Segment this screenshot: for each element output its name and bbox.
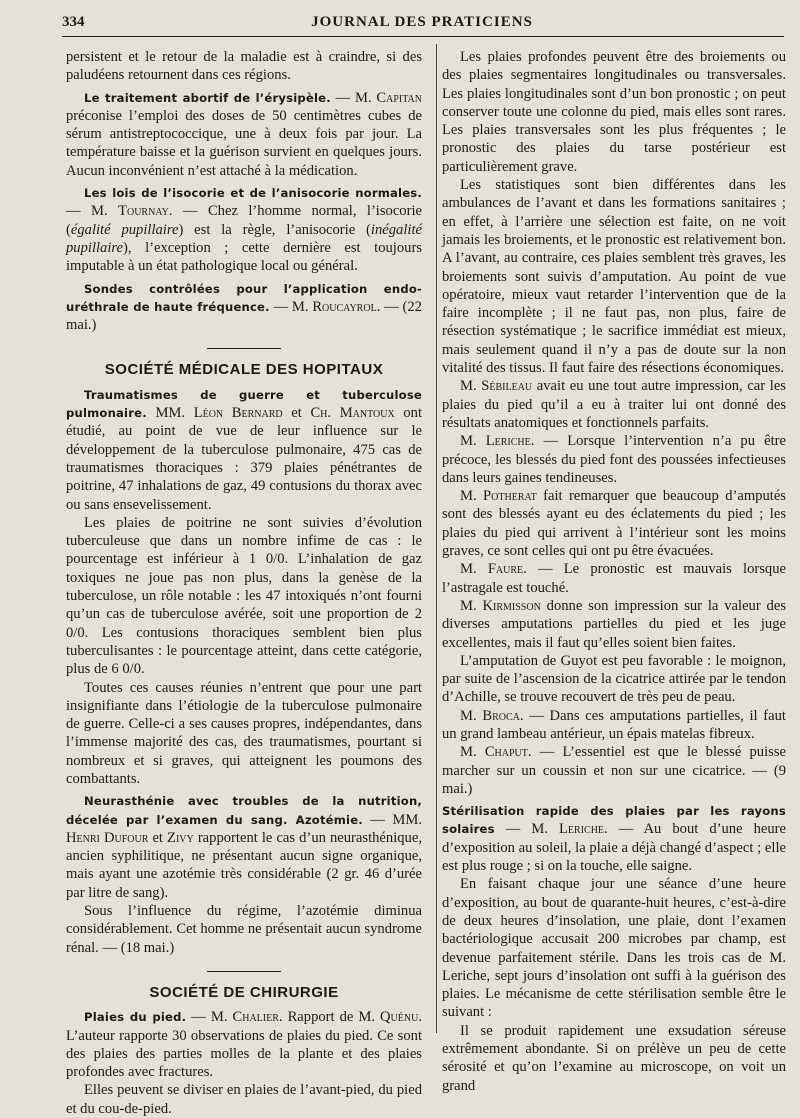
paragraph-avant-pied: Elles peuvent se diviser en plaies de l’avant-pied, du pied et du cou-de-pied. bbox=[66, 1082, 422, 1117]
author-leriche-2: Leriche bbox=[559, 821, 605, 838]
author-capitan: Capitan bbox=[376, 89, 422, 106]
paragraph-chaput: M. Chaput. — L’essentiel est que le blessé puisse marcher sur un coussin et non sur une cicatrice. — (9 mai.) bbox=[442, 744, 786, 797]
running-head-neurasthenie: Neurasthénie avec troubles de la nutrition, décelée par l’examen du sang. Azotémie. bbox=[66, 794, 422, 827]
paragraph-causes: Toutes ces causes réunies n’entrent que pour une part insignifiante dans l’étiologie de la tuberculose pulmonaire de guerre. Celle-ci a ses causes propres, indépendantes, dans l’immense majorité des cas, des traumatismes, pourtant si nombreux et si graves, qui atteignent les poumons des combattants. bbox=[66, 679, 422, 787]
author-bernard: Léon Bernard bbox=[193, 405, 283, 422]
paragraph-potherat: M. Potherat fait remarquer que beaucoup d’amputés sont des blessés ayant eu des éclatements du pied ; les plaies du pied qui arrivent à l’intérieur sont les moins graves, ce sont celles qui ont pu être évacuées. bbox=[442, 488, 786, 560]
section-title-chirurgie: SOCIÉTÉ DE CHIRURGIE bbox=[149, 983, 339, 1001]
author-kirmisson: Kirmisson bbox=[482, 597, 541, 614]
paragraph-broca: M. Broca. — Dans ces amputations partielles, il faut un grand lambeau antérieur, un épais matelas fibreux. bbox=[442, 707, 786, 742]
column-divider bbox=[436, 44, 437, 1033]
article-erysipele: Le traitement abortif de l’érysipèle. — M. Capitan préconise l’emploi des doses de 50 centimètres cubes de sérum antistreptococcique, une à deux fois par jour. La température baisse et la guérison survient en quelques jours. Aucun inconvénient n’est attaché à la médication. bbox=[66, 89, 422, 179]
paragraph-plaies-profondes: Les plaies profondes peuvent être des broiements ou des plaies segmentaires longitudinales ou transversales. Les plaies longitudinales sont d’un bon pronostic ; on peut conserver toute une colonne du pied, mais elles sont rares. Les plaies transversales sont les plus fréquentes ; le pronostic des plaies du tarse postérieur est particulièrement grave. bbox=[442, 49, 786, 175]
article-sterilisation: Stérilisation rapide des plaies par les rayons solaires — M. Leriche. — Au bout d’une heure d’exposition au soleil, la plaie a déjà changé d’aspect ; elle est plus rouge ; si on la touche, elle saigne. bbox=[442, 804, 786, 875]
paragraph-poitrine: Les plaies de poitrine ne sont suivies d’évolution tuberculeuse que dans un nombre infime de cas : le pourcentage est inférieur à 1 0/0. L’inhalation de gaz toxiques ne joue pas non plus, dans la genèse de la tuberculose, un rôle notable : les 47 intoxiqués n’ont fourni qu’un cas de tuberculose avérée, soit une proportion de 2 0/0. Les contusions thoraciques semblent bien plus tuberculisantes : le pourcentage atteint, dans cette catégorie, plus de 6 0/0. bbox=[66, 514, 422, 678]
left-column bbox=[66, 48, 422, 1118]
author-mantoux: Ch. Mantoux bbox=[310, 405, 395, 422]
author-potherat: Potherat bbox=[483, 488, 537, 505]
paragraph-seance: En faisant chaque jour une séance d’une heure d’exposition, au bout de quarante-huit heures, c’est-à-dire de deux heures d’insolation, une plaie, dont l’examen bactériologique accusait 200 microbes par champ, est devenue parfaitement stérile. Dans les trois cas de M. Leriche, sept jours d’insolation ont suffi à la guérison des plaies. Le mécanisme de cette stérilisation semble être le suivant : bbox=[442, 876, 786, 1021]
author-faure: Faure bbox=[487, 561, 524, 578]
paragraph-statistiques: Les statistiques sont bien différentes dans les ambulances de l’avant et dans les formations sanitaires ; en effet, à l’arrière une sélection est faite, on ne voit jamais les broiements, et le pronostic est relativement bon. A l’avant, au contraire, ces plaies semblent très graves, les broiements sont suivis d’amputation. Au point de vue opératoire, mieux vaut retarder l’intervention que de la faire incomplète ; il ne faut pas, non plus, faire de résection systématique ; le sacrifice immédiat est mieux, mais seulement quand il n’y a pas de doute sur la non vitalité des tissus. Il faut faire des résections économiques. bbox=[442, 177, 786, 377]
article-neurasthenie: Neurasthénie avec troubles de la nutrition, décelée par l’examen du sang. Azotémie. — MM. Henri Dufour et Zivy rapportent le cas d’un neurasthénique, ancien syphilitique, ne présentant aucun signe organique, mais ayant une azotémie très considérable (2 gr. 46 d’urée par litre de sang). bbox=[66, 794, 422, 901]
header-rule bbox=[62, 36, 784, 37]
running-head-erysipele: Le traitement abortif de l’érysipèle. bbox=[84, 90, 331, 105]
author-leriche: Leriche bbox=[485, 433, 531, 450]
page-number: 334 bbox=[62, 14, 85, 30]
running-head-traumatismes: Traumatismes de guerre et tuberculose pulmonaire. bbox=[66, 387, 422, 421]
paragraph-kirmisson: M. Kirmisson donne son impression sur la valeur des diverses amputations partielles du pied et les juge excellentes, mais il faut qu’elles soient bien faites. bbox=[442, 597, 787, 651]
paragraph-guyot: L’amputation de Guyot est peu favorable : le moignon, par suite de l’ascension de la cicatrice attirée par le tendon d’Achille, se trouve recouvert de très peu de peau. bbox=[442, 652, 786, 706]
article-isocorie: Les lois de l’isocorie et de l’anisocorie normales. — M. Tournay. — Chez l’homme normal, l’isocorie (égalité pupillaire) est la règle, l’anisocorie (inégalité pupillaire), l’exception ; cette dernière est toujours imputable à un état pathologique local ou général. bbox=[66, 186, 422, 275]
running-head-sondes: Sondes contrôlées pour l’application endo-uréthrale de haute fréquence. bbox=[66, 281, 422, 314]
section-rule bbox=[207, 971, 281, 972]
article-sondes: Sondes contrôlées pour l’application endo-uréthrale de haute fréquence. — M. Roucayrol. — (22 mai.) bbox=[66, 281, 422, 334]
author-dufour: Henri Dufour bbox=[66, 829, 149, 846]
author-tournay: Tournay bbox=[118, 203, 169, 220]
author-chaput: Chaput bbox=[484, 744, 528, 761]
author-quenu: Quénu bbox=[380, 1009, 419, 1026]
right-column bbox=[442, 48, 786, 1095]
author-roucayrol: Roucayrol bbox=[312, 298, 377, 315]
paragraph-faure: M. Faure. — Le pronostic est mauvais lorsque l’astragale est touché. bbox=[442, 561, 786, 596]
paragraph-leriche: M. Leriche. — Lorsque l’intervention n’a pu être précoce, les blessés du pied font des poussées infectieuses dans leurs gaines tendineuses. bbox=[442, 433, 786, 486]
paragraph-regime: Sous l’influence du régime, l’azotémie diminua considérablement. Cet homme ne présentait aucun syndrome rénal. — (18 mai.) bbox=[66, 903, 422, 956]
paragraph-paludeens: persistent et le retour de la maladie est à craindre, si des paludéens retournent dans ces régions. bbox=[66, 49, 422, 84]
running-head-plaies: Plaies du pied. bbox=[84, 1010, 187, 1025]
author-broca: Broca bbox=[482, 707, 520, 724]
paragraph-sebileau: M. Sébileau avait eu une tout autre impression, car les plaies du pied qu’il a eu à traiter lui ont donné des résultats anatomiques et fonctionnels parfaits. bbox=[442, 378, 786, 431]
section-rule bbox=[207, 348, 281, 349]
article-traumatismes: Traumatismes de guerre et tuberculose pulmonaire. MM. Léon Bernard et Ch. Mantoux ont étudié, au point de vue de leur influence sur le développement de la tuberculose pulmonaire, 475 cas de traumatismes thoraciques : 379 plaies pénétrantes de poitrine, 47 inhalations de gaz, 49 contusions du thorax avec ou sans ensevelissement. bbox=[66, 387, 423, 513]
paragraph-exsudation: Il se produit rapidement une exsudation séreuse extrêmement abondante. Si on prélève un peu de cette sérosité et qu’on l’examine au microscope, on voit un grand bbox=[442, 1022, 786, 1094]
page-header bbox=[62, 10, 782, 32]
running-head-isocorie: Les lois de l’isocorie et de l’anisocorie normales. bbox=[84, 186, 422, 201]
author-chalier: Chalier bbox=[232, 1009, 279, 1026]
journal-title: JOURNAL DES PRATICIENS bbox=[311, 14, 533, 30]
author-zivy: Zivy bbox=[167, 829, 194, 846]
section-title-hopitaux: SOCIÉTÉ MÉDICALE DES HOPITAUX bbox=[104, 361, 384, 379]
author-sebileau: Sébileau bbox=[481, 378, 533, 395]
running-head-sterilisation: Stérilisation rapide des plaies par les rayons solaires bbox=[442, 804, 786, 837]
article-plaies-pied: Plaies du pied. — M. Chalier. Rapport de M. Quénu. L’auteur rapporte 30 observations de plaies du pied. Ce sont des plaies des parties molles de la plante et des plaies profondes avec fractures. bbox=[66, 1009, 422, 1081]
